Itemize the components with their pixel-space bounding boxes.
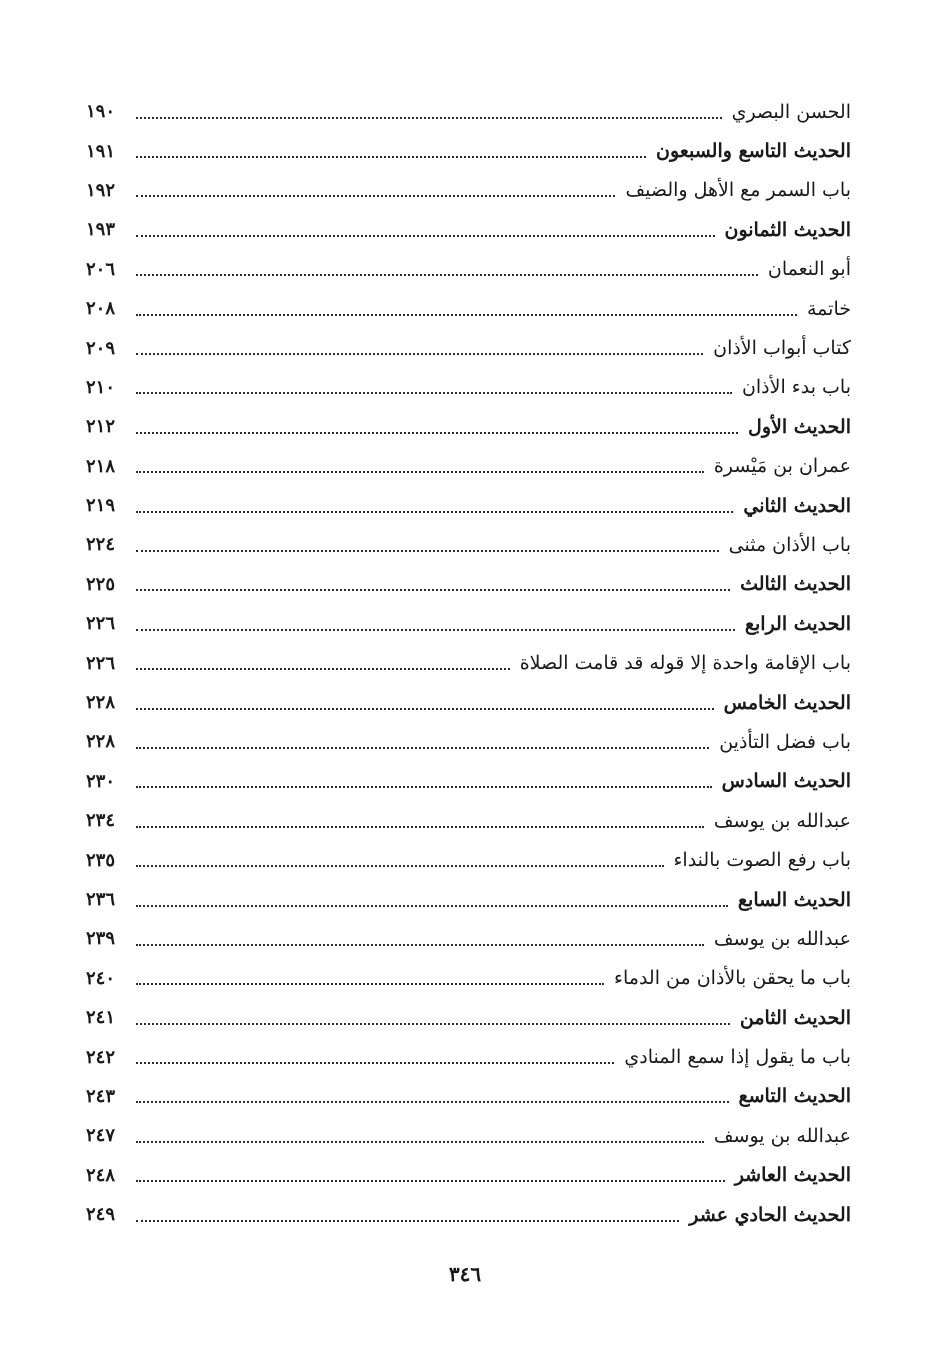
toc-entry	[86, 1116, 851, 1155]
dot-leader	[136, 1023, 730, 1025]
toc-entry-title: الحديث الثمانون	[724, 218, 851, 241]
toc-entry-page: ١٩١	[86, 140, 116, 162]
toc-entry-page: ٢٢٨	[86, 692, 116, 714]
toc-entry-page: ٢٤١	[86, 1007, 116, 1029]
dot-leader	[136, 550, 719, 552]
toc-entry	[86, 643, 851, 682]
dot-leader	[136, 589, 730, 591]
toc-entry-title: باب الإقامة واحدة إلا قوله قد قامت الصلاة	[519, 652, 851, 675]
dot-leader	[136, 668, 510, 670]
toc-entry-page: ٢٤٢	[86, 1046, 116, 1068]
dot-leader	[136, 392, 732, 394]
toc-entry	[86, 407, 851, 446]
toc-entry-title: باب ما يقول إذا سمع المنادي	[624, 1046, 851, 1069]
dot-leader	[136, 195, 615, 197]
toc-entry-page: ٢١٩	[86, 495, 116, 517]
toc-entry-page: ٢٠٩	[86, 337, 116, 359]
toc-entry	[86, 486, 851, 525]
dot-leader	[136, 117, 722, 119]
dot-leader	[136, 235, 715, 237]
dot-leader	[136, 274, 758, 276]
toc-entry	[86, 840, 851, 879]
toc-entry	[86, 171, 851, 210]
dot-leader	[136, 708, 714, 710]
table-of-contents	[86, 92, 851, 1234]
toc-entry-page: ٢٢٦	[86, 652, 116, 674]
toc-entry-page: ٢٤٩	[86, 1204, 116, 1226]
toc-entry-title: عمران بن مَيْسرة	[713, 455, 851, 478]
toc-entry	[86, 565, 851, 604]
toc-entry-page: ٢٢٥	[86, 573, 116, 595]
toc-entry-page: ٢٤٧	[86, 1125, 116, 1147]
dot-leader	[136, 471, 704, 473]
toc-entry-title: الحديث الثالث	[740, 573, 851, 596]
toc-entry	[86, 880, 851, 919]
toc-entry-page: ٢١٢	[86, 416, 116, 438]
toc-entry-title: الحديث الثاني	[743, 494, 851, 517]
toc-entry-page: ١٩٢	[86, 179, 116, 201]
toc-entry	[86, 762, 851, 801]
toc-entry-page: ١٩٠	[86, 101, 116, 123]
toc-entry-title: عبدالله بن يوسف	[713, 809, 851, 832]
toc-entry-page: ٢٢٨	[86, 731, 116, 753]
toc-entry	[86, 289, 851, 328]
toc-entry	[86, 683, 851, 722]
toc-entry-page: ٢١٨	[86, 455, 116, 477]
toc-entry-title: الحسن البصري	[731, 100, 851, 123]
toc-entry-page: ٢١٠	[86, 376, 116, 398]
toc-entry	[86, 604, 851, 643]
toc-entry-page: ٢٣٠	[86, 770, 116, 792]
toc-entry	[86, 919, 851, 958]
toc-entry-page: ١٩٣	[86, 219, 116, 241]
toc-entry-title: باب فضل التأذين	[719, 730, 851, 753]
toc-entry	[86, 447, 851, 486]
toc-entry	[86, 210, 851, 249]
toc-entry	[86, 959, 851, 998]
toc-entry-title: الحديث الثامن	[739, 1006, 851, 1029]
dot-leader	[136, 1062, 614, 1064]
toc-entry-title: الحديث الحادي عشر	[689, 1203, 851, 1226]
toc-entry	[86, 92, 851, 131]
toc-entry-page: ٢٢٤	[86, 534, 116, 556]
toc-entry-page: ٢٢٦	[86, 613, 116, 635]
toc-entry-page: ٢٠٦	[86, 258, 116, 280]
toc-entry-page: ٢٣٩	[86, 928, 116, 950]
toc-entry	[86, 801, 851, 840]
toc-entry-page: ٢٣٥	[86, 849, 116, 871]
toc-entry-title: الحديث الخامس	[723, 691, 851, 714]
toc-entry-page: ٢٠٨	[86, 298, 116, 320]
toc-entry-title: الحديث الرابع	[744, 612, 851, 635]
toc-entry-page: ٢٣٦	[86, 889, 116, 910]
dot-leader	[136, 944, 704, 946]
toc-entry	[86, 998, 851, 1037]
toc-entry-title: عبدالله بن يوسف	[713, 927, 851, 950]
toc-entry-page: ٢٤٠	[86, 967, 116, 989]
toc-entry-title: باب رفع الصوت بالنداء	[673, 849, 851, 872]
dot-leader	[136, 1220, 679, 1222]
toc-entry	[86, 328, 851, 367]
toc-entry-title: باب الأذان مثنى	[728, 533, 851, 556]
toc-entry	[86, 1156, 851, 1195]
dot-leader	[136, 786, 712, 788]
toc-entry-page: ٢٣٤	[86, 810, 116, 832]
toc-entry-page: ٢٤٣	[86, 1085, 116, 1107]
dot-leader	[136, 156, 646, 158]
toc-entry-title: أبو النعمان	[767, 258, 851, 281]
toc-entry-title: الحديث السادس	[721, 770, 851, 793]
toc-entry-title: الحديث التاسع	[738, 1085, 851, 1108]
page-number: ٣٤٦	[448, 1262, 482, 1286]
toc-entry-title: عبدالله بن يوسف	[713, 1124, 851, 1147]
toc-entry-title: كتاب أبواب الأذان	[713, 337, 851, 360]
toc-entry-title: الحديث التاسع والسبعون	[656, 140, 851, 163]
toc-entry	[86, 722, 851, 761]
dot-leader	[136, 353, 703, 355]
toc-entry-title: باب ما يحقن بالأذان من الدماء	[614, 967, 851, 990]
dot-leader	[136, 747, 709, 749]
toc-entry	[86, 1037, 851, 1076]
toc-entry-title: الحديث السابع	[737, 888, 851, 911]
dot-leader	[136, 314, 797, 316]
toc-entry-page: ٢٤٨	[86, 1164, 116, 1186]
toc-entry-title: باب بدء الأذان	[741, 376, 851, 399]
dot-leader	[136, 432, 738, 434]
toc-entry-title: الحديث الأول	[748, 415, 851, 438]
toc-entry-title: باب السمر مع الأهل والضيف	[625, 179, 851, 202]
dot-leader	[136, 511, 733, 513]
toc-entry	[86, 368, 851, 407]
toc-entry	[86, 250, 851, 289]
dot-leader	[136, 826, 704, 828]
dot-leader	[136, 905, 728, 907]
toc-entry	[86, 1195, 851, 1234]
toc-entry-title: خاتمة	[807, 297, 851, 320]
toc-entry	[86, 525, 851, 564]
dot-leader	[136, 1180, 725, 1182]
dot-leader	[136, 1141, 704, 1143]
dot-leader	[136, 865, 664, 867]
toc-entry	[86, 1077, 851, 1116]
toc-entry	[86, 131, 851, 170]
dot-leader	[136, 983, 604, 985]
dot-leader	[136, 1101, 729, 1103]
toc-entry-title: الحديث العاشر	[734, 1164, 851, 1187]
dot-leader	[136, 629, 735, 631]
